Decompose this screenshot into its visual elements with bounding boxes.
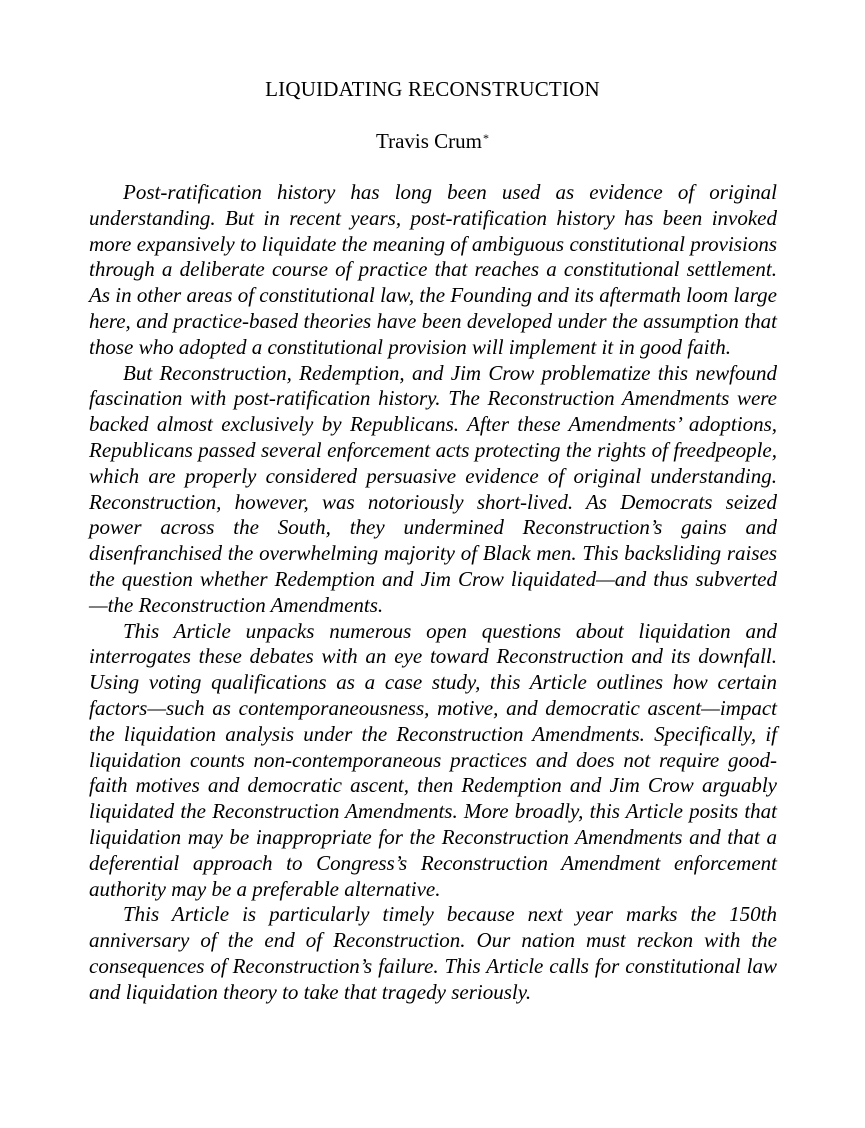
abstract-paragraph-4: This Article is particularly timely because next year marks the 150th anniversary of the end of Reconstruction. Our nation must reckon with the consequences of Reconstruction’s failure. This Article calls for constitutional law and liquidation theory to take that tragedy seriously. bbox=[89, 902, 777, 1004]
abstract bbox=[89, 180, 777, 1006]
abstract-paragraph-2: But Reconstruction, Redemption, and Jim Crow problematize this newfound fascination with post-ratification history. The Reconstruction Amendments were backed almost exclusively by Republicans. After these Amendments’ adoptions, Republicans passed several enforcement acts protecting the rights of freedpeople, which are properly considered persuasive evidence of original understanding. Reconstruction, however, was notoriously short-lived. As Democrats seized power across the South, they undermined Reconstruction’s gains and disenfranchised the overwhelming majority of Black men. This backsliding raises the question whether Redemption and Jim Crow liquidated—and thus subverted—the Reconstruction Amendments. bbox=[89, 360, 777, 617]
author-name: Travis Crum bbox=[376, 129, 482, 153]
paper-title: LIQUIDATING RECONSTRUCTION bbox=[265, 77, 600, 101]
author-line bbox=[0, 127, 865, 155]
abstract-paragraph-3: This Article unpacks numerous open questions about liquidation and interrogates these debates with an eye toward Reconstruction and its downfall. Using voting qualifications as a case study, this Article outlines how certain factors—such as contemporaneousness, motive, and democratic ascent—impact the liquidation analysis under the Reconstruction Amendments. Specifically, if liquidation counts non-contemporaneous practices and does not require good-faith motives and democratic ascent, then Redemption and Jim Crow arguably liquidated the Reconstruction Amendments. More broadly, this Article posits that liquidation may be inappropriate for the Reconstruction Amendments and that a deferential approach to Congress’s Reconstruction Amendment enforcement authority may be a preferable alternative. bbox=[89, 618, 777, 901]
author-footnote-mark[interactable]: * bbox=[483, 131, 489, 145]
abstract-paragraph-1: Post-ratification history has long been used as evidence of original understanding. But in recent years, post-ratification history has been invoked more expansively to liquidate the meaning of ambiguous constitutional provisions through a deliberate course of practice that reaches a constitutional settlement. As in other areas of constitutional law, the Founding and its aftermath loom large here, and practice-based theories have been developed under the assumption that those who adopted a constitutional provision will implement it in good faith. bbox=[89, 180, 777, 359]
